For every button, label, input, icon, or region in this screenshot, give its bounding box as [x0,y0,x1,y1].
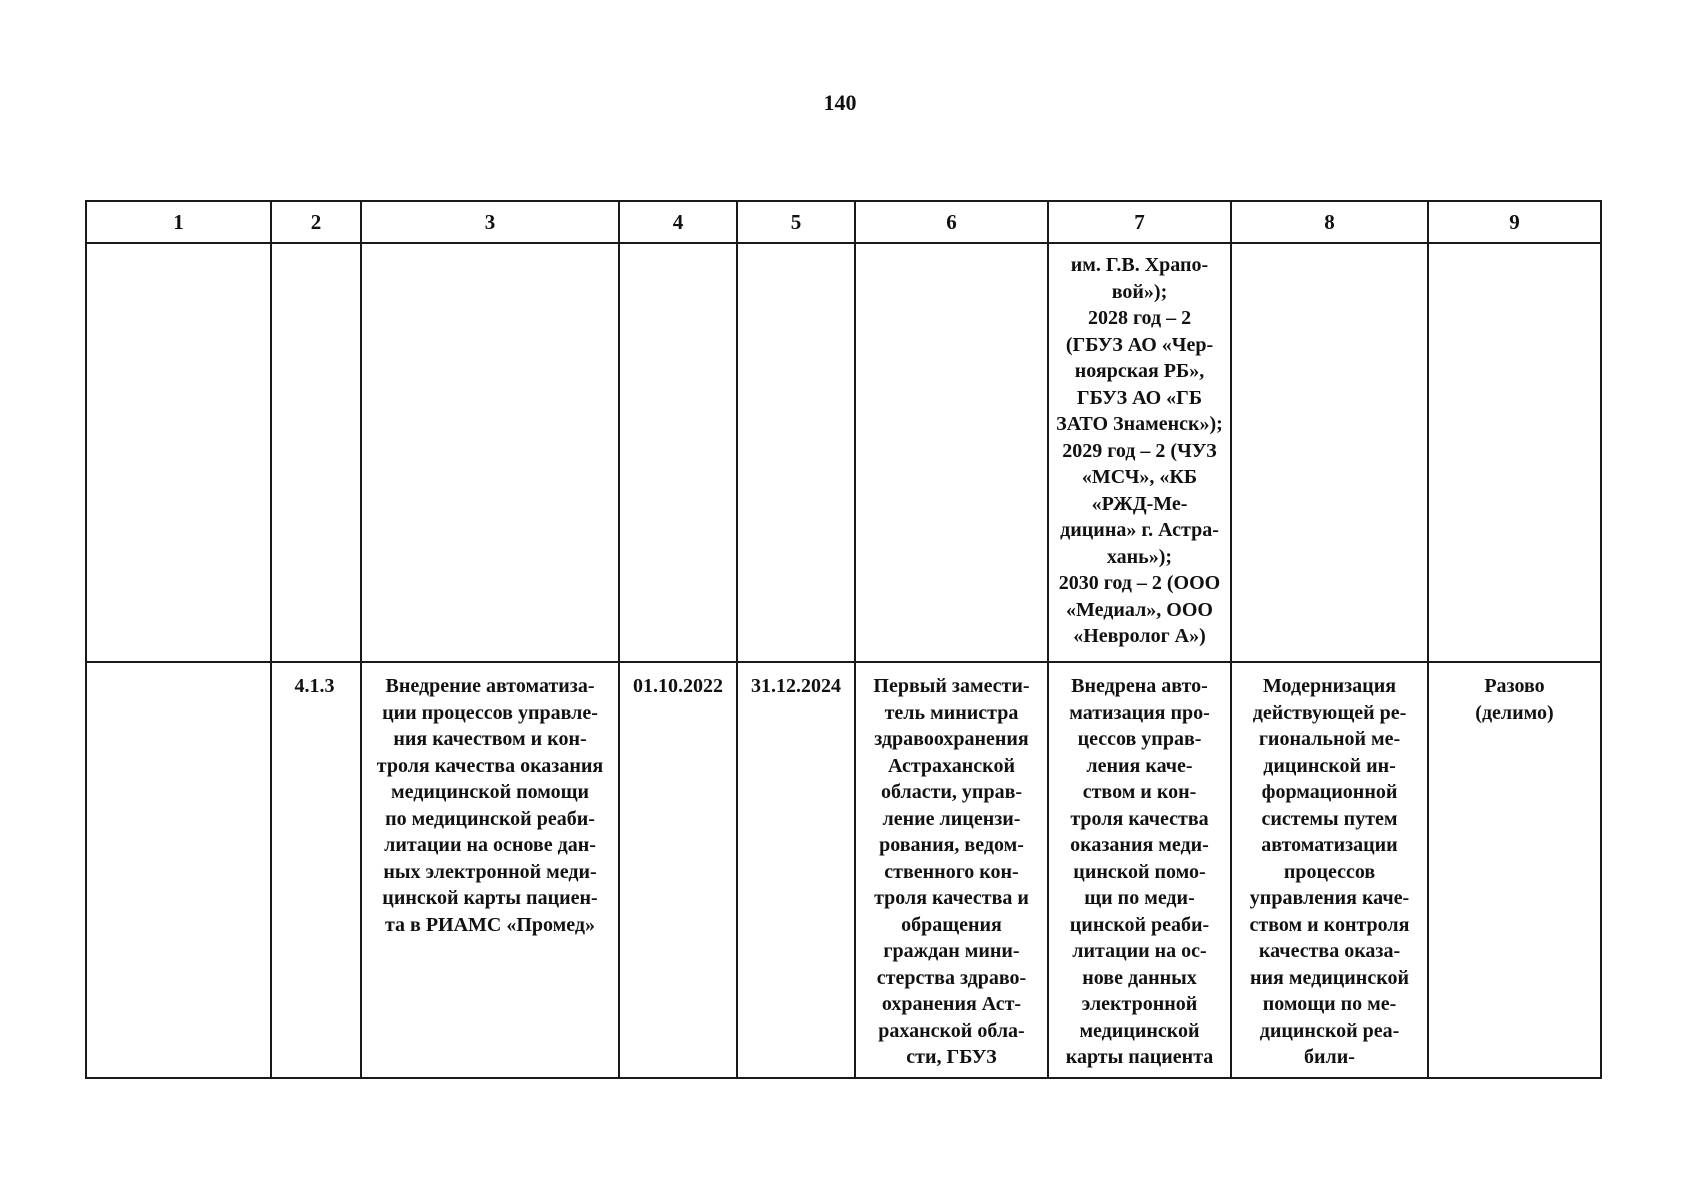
header-col-9: 9 [1428,201,1601,243]
header-row [86,201,1601,243]
cell-cont-col-8 [1231,243,1428,662]
cell-4-1-3-description: Модернизация действующей ре- гиональной ме- дицинской ин- формационной системы путем автоматизации процессов управления каче- ством и контроля качества оказа- ния медицинской помощи по ме- дицинской реа- били- [1231,662,1428,1078]
measures-table-wrapper [85,200,1600,1079]
cell-4-1-3-responsible: Первый замести- тель министра здравоохранения Астраханской области, управ- ление лицензи- рования, ведом- ственного кон- троля качества и обращения граждан мини- стерства здраво- охранения Аст- раханской обла- сти, ГБУЗ [855,662,1048,1078]
header-col-2: 2 [271,201,361,243]
cell-cont-col-6 [855,243,1048,662]
cell-4-1-3-col-1 [86,662,271,1078]
header-col-7: 7 [1048,201,1231,243]
cell-cont-col-4 [619,243,737,662]
cell-cont-col-1 [86,243,271,662]
measures-table [85,200,1602,1079]
header-col-1: 1 [86,201,271,243]
cell-4-1-3-number: 4.1.3 [271,662,361,1078]
cell-4-1-3-result: Внедрена авто- матизация про- цессов управ- ления каче- ством и кон- троля качества оказания меди- цинской помо- щи по меди- цинской реаби- литации на ос- нове данных электронной медицинской карты пациента [1048,662,1231,1078]
cell-cont-col-5 [737,243,855,662]
cell-cont-col-7: им. Г.В. Храпо- вой»); 2028 год – 2 (ГБУЗ АО «Чер- ноярская РБ», ГБУЗ АО «ГБ ЗАТО Знаменск»); 2029 год – 2 (ЧУЗ «МСЧ», «КБ «РЖД-Ме- дицина» г. Астра- хань»); 2030 год – 2 (ООО «Медиал», ООО «Невролог А») [1048,243,1231,662]
header-col-6: 6 [855,201,1048,243]
header-col-3: 3 [361,201,619,243]
cell-cont-col-2 [271,243,361,662]
cell-4-1-3-measure: Внедрение автоматиза- ции процессов управле- ния качеством и кон- троля качества оказания медицинской помощи по медицинской реаби- литации на основе дан- ных электронной меди- цинской карты пациен- та в РИАМС «Промед» [361,662,619,1078]
cell-cont-col-3 [361,243,619,662]
cell-4-1-3-start-date: 01.10.2022 [619,662,737,1078]
cell-4-1-3-end-date: 31.12.2024 [737,662,855,1078]
header-col-5: 5 [737,201,855,243]
cell-4-1-3-frequency: Разово (делимо) [1428,662,1601,1078]
table-row-4-1-3 [86,662,1601,1078]
page-number: 140 [823,90,857,115]
header-col-8: 8 [1231,201,1428,243]
header-col-4: 4 [619,201,737,243]
cell-cont-col-9 [1428,243,1601,662]
table-row-continuation [86,243,1601,662]
